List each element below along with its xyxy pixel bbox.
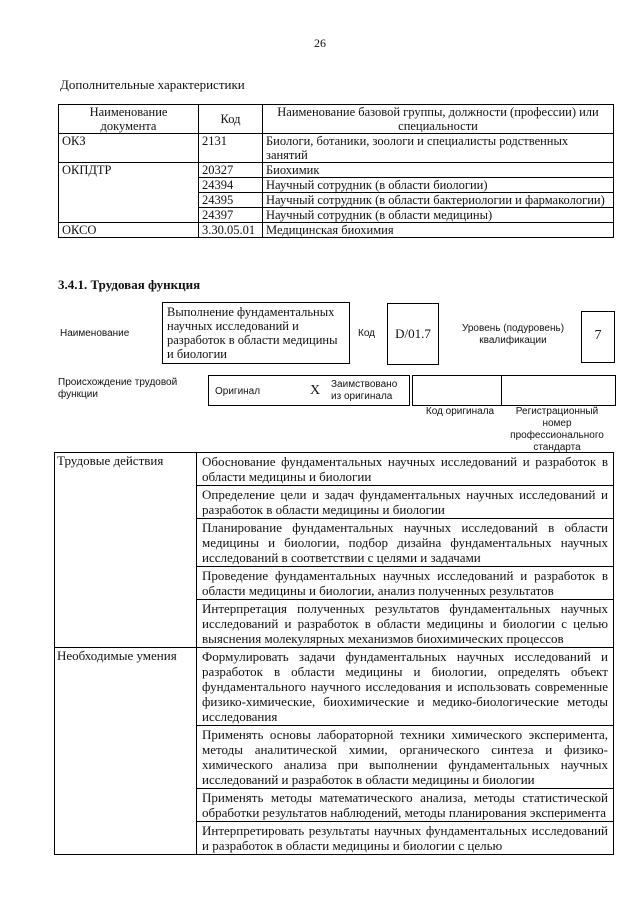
code-label: Код [358,328,376,339]
name-cell: Медицинская биохимия [263,223,614,238]
item-cell: Формулировать задачи фундаментальных научных исследований и разработок в области медицины и биологии, определять объект фундаментального научного исследования и использовать современные физико-химические, биохимические и медико-биологические методы исследования [197,648,614,726]
code-cell: 24395 [199,193,263,208]
item-cell: Планирование фундаментальных научных исследований в области медицины и биологии, подбор дизайна фундаментальных научных исследований в соответствии с целями и задачами [197,519,614,567]
name-cell: Биологи, ботаники, зоологи и специалисты родственных занятий [263,134,614,163]
table-header-row [59,105,614,134]
divider [501,376,502,405]
original-mark: X [310,383,321,398]
name-cell: Научный сотрудник (в области бактериологии и фармакологии) [263,193,614,208]
header-code: Код [199,105,263,134]
code-original-label: Код оригинала [425,406,495,417]
table-row [59,134,614,163]
additional-characteristics-heading: Дополнительные характеристики [60,77,245,92]
level-label: Уровень (подуровень) квалификации [461,323,565,346]
item-cell: Определение цели и задач фундаментальных научных исследований и разработок в области медицины и биологии [197,486,614,519]
code-cell: 3.30.05.01 [199,223,263,238]
item-cell: Применять методы математического анализа, методы статистической обработки результатов наблюдений, методы планирования эксперимента [197,789,614,822]
code-cell: 20327 [199,163,263,178]
borrowed-label: Заимствовано из оригинала [331,379,398,402]
item-cell: Интерпретировать результаты научных фундаментальных исследований и разработок в области медицины и биологии с целью [197,822,614,855]
code-cell: 24397 [199,208,263,223]
table-row [55,648,614,726]
section-title-cell: Трудовые действия [55,453,197,648]
code-cell: 2131 [199,134,263,163]
item-cell: Интерпретация полученных результатов фундаментальных научных исследований и разработок в области медицины и биологии с целью выяснения молекулярных механизмов биохимических процессов [197,600,614,648]
section-title-cell: Необходимые умения [55,648,197,855]
registration-box [412,375,616,406]
table-row [59,223,614,238]
code-cell: 24394 [199,178,263,193]
origin-label: Происхождение трудовой функции [58,377,178,400]
name-cell: Биохимик [263,163,614,178]
doc-cell: ОКСО [59,223,199,238]
function-name-box [162,302,350,364]
doc-cell: ОКПДТР [59,163,199,223]
table-row [59,163,614,178]
item-cell: Проведение фундаментальных научных исследований и разработок в области медицины и биологии, анализ полученных результатов [197,567,614,600]
origin-box [208,375,410,406]
page-number: 26 [314,36,326,50]
header-doc-name: Наименование документа [59,105,199,134]
doc-cell: ОКЗ [59,134,199,163]
table-row [55,453,614,486]
code-value: D/01.7 [395,326,431,341]
name-cell: Научный сотрудник (в области медицины) [263,208,614,223]
code-box [387,303,439,365]
reg-number-label: Регистрационный номер профессионального стандарта [510,406,604,453]
classification-table [58,104,614,238]
function-name-value: Выполнение фундаментальных научных исследований и разработок в области медицины и биологии [167,305,338,361]
labor-function-heading: 3.4.1. Трудовая функция [58,277,201,292]
item-cell: Применять основы лабораторной техники химического эксперимента, методы аналитической химии, органического синтеза и физико-химического анализа при выполнении фундаментальных научных исследований и разработок в области медицины и биологии [197,726,614,789]
name-cell: Научный сотрудник (в области биологии) [263,178,614,193]
name-label: Наименование [60,328,130,339]
header-group-name: Наименование базовой группы, должности (профессии) или специальности [263,105,614,134]
labor-actions-table [54,452,614,855]
level-box [581,311,615,363]
original-label: Оригинал [215,386,261,397]
level-value: 7 [594,328,602,343]
item-cell: Обоснование фундаментальных научных исследований и разработок в области медицины и биологии [197,453,614,486]
